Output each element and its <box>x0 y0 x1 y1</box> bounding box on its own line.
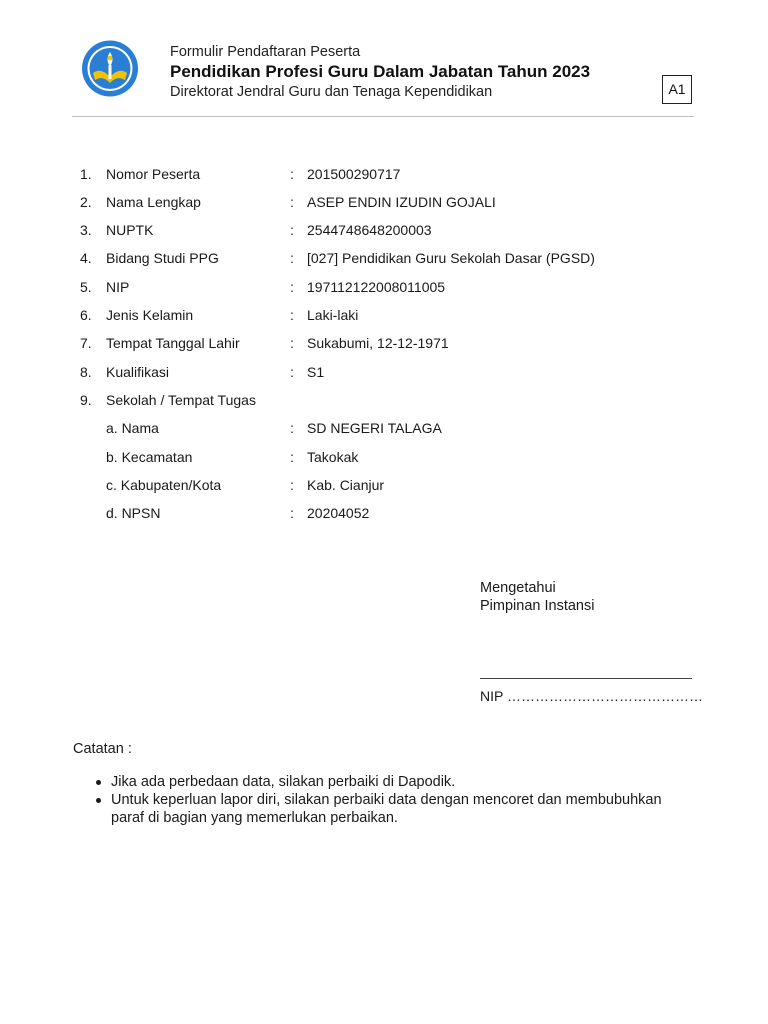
field-colon: : <box>290 222 294 238</box>
field-label: Jenis Kelamin <box>106 307 194 323</box>
field-label: Kualifikasi <box>106 364 170 380</box>
field-row <box>0 362 768 382</box>
field-number: 9. <box>80 392 92 408</box>
field-row <box>0 277 768 297</box>
field-value: 20204052 <box>307 505 370 521</box>
field-number: 1. <box>80 166 92 182</box>
signature-block <box>480 579 594 615</box>
field-colon: : <box>290 250 294 266</box>
signature-line-2: Pimpinan Instansi <box>480 598 595 614</box>
field-number: 7. <box>80 335 92 351</box>
field-value: Laki-laki <box>307 307 359 323</box>
field-row <box>0 390 768 410</box>
notes-title: Catatan : <box>73 741 132 757</box>
field-value: ASEP ENDIN IZUDIN GOJALI <box>307 194 496 210</box>
signature-line <box>480 678 692 679</box>
field-number: 4. <box>80 250 92 266</box>
field-number: 5. <box>80 279 92 295</box>
form-code-box: A1 <box>662 75 692 104</box>
field-colon: : <box>290 166 294 182</box>
field-value: S1 <box>307 364 325 380</box>
field-value: Takokak <box>307 449 359 465</box>
field-row <box>0 447 768 467</box>
field-label: c. Kabupaten/Kota <box>106 477 222 493</box>
note-item: Jika ada perbedaan data, silakan perbaiki di Dapodik. <box>111 773 671 791</box>
document-header <box>170 43 590 101</box>
field-colon: : <box>290 449 294 465</box>
field-row <box>0 475 768 495</box>
form-title: Pendidikan Profesi Guru Dalam Jabatan Tahun 2023 <box>170 62 591 81</box>
field-label: NUPTK <box>106 222 154 238</box>
field-label: NIP <box>106 279 130 295</box>
field-value: SD NEGERI TALAGA <box>307 420 442 436</box>
note-item: Untuk keperluan lapor diri, silakan perbaiki data dengan mencoret dan membubuhkan paraf di bagian yang memerlukan perbaikan. <box>111 791 671 827</box>
field-colon: : <box>290 335 294 351</box>
signature-line-1: Mengetahui <box>480 580 556 596</box>
field-value: 2544748648200003 <box>307 222 432 238</box>
notes-list <box>111 773 671 827</box>
field-row <box>0 503 768 523</box>
organization-name: Direktorat Jendral Guru dan Tenaga Kependidikan <box>170 84 493 100</box>
field-number: 8. <box>80 364 92 380</box>
field-value: Sukabumi, 12-12-1971 <box>307 335 449 351</box>
field-number: 3. <box>80 222 92 238</box>
field-label: Tempat Tanggal Lahir <box>106 335 240 351</box>
field-colon: : <box>290 364 294 380</box>
field-colon: : <box>290 279 294 295</box>
field-label: Nomor Peserta <box>106 166 201 182</box>
field-value: 201500290717 <box>307 166 401 182</box>
header-divider <box>72 116 694 117</box>
form-subtitle: Formulir Pendaftaran Peserta <box>170 44 361 60</box>
field-number: 2. <box>80 194 92 210</box>
field-value: [027] Pendidikan Guru Sekolah Dasar (PGSD) <box>307 250 595 266</box>
field-label: a. Nama <box>106 420 159 436</box>
field-value: Kab. Cianjur <box>307 477 385 493</box>
field-label: Bidang Studi PPG <box>106 250 219 266</box>
field-colon: : <box>290 194 294 210</box>
field-label: b. Kecamatan <box>106 449 193 465</box>
signature-nip: NIP …………………………………… <box>480 688 703 704</box>
field-colon: : <box>290 505 294 521</box>
field-row <box>0 248 768 268</box>
field-label: d. NPSN <box>106 505 161 521</box>
field-row <box>0 333 768 353</box>
field-number: 6. <box>80 307 92 323</box>
field-label: Sekolah / Tempat Tugas <box>106 392 256 408</box>
field-colon: : <box>290 307 294 323</box>
field-value: 197112122008011005 <box>307 279 446 295</box>
field-row <box>0 418 768 438</box>
field-row <box>0 164 768 184</box>
field-row <box>0 192 768 212</box>
tut-wuri-handayani-logo <box>79 40 141 97</box>
field-label: Nama Lengkap <box>106 194 201 210</box>
field-row <box>0 220 768 240</box>
field-colon: : <box>290 420 294 436</box>
field-row <box>0 305 768 325</box>
field-colon: : <box>290 477 294 493</box>
